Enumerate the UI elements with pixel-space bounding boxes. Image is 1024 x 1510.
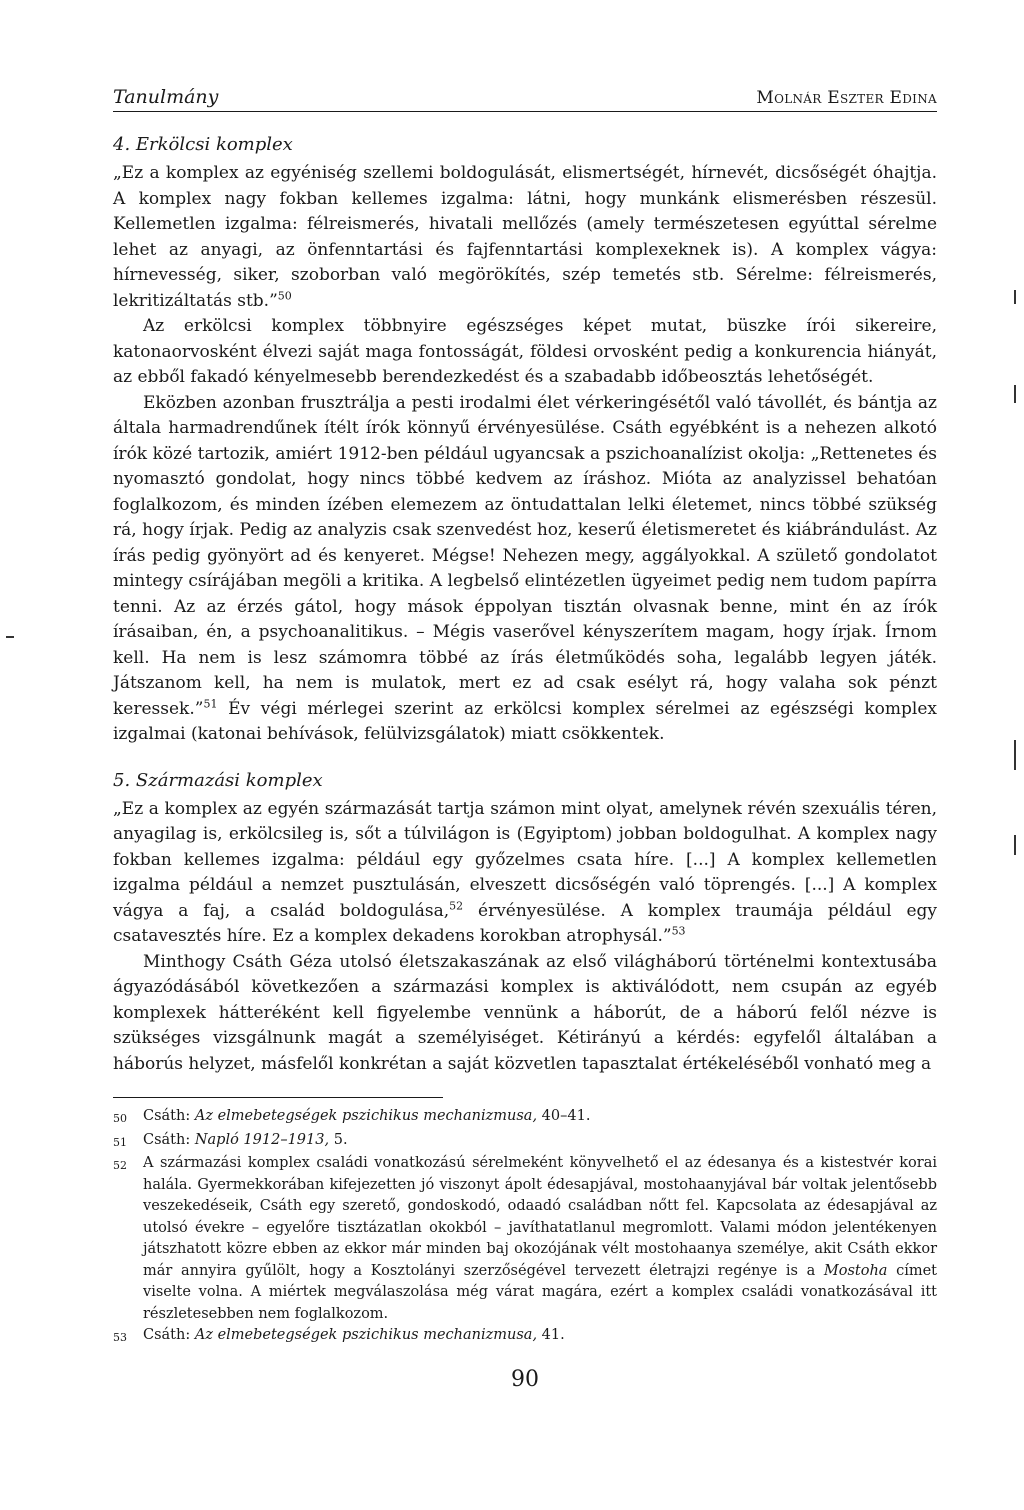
page [113, 86, 937, 1392]
footnote [113, 1106, 937, 1130]
journal-name: Tanulmány [113, 86, 219, 108]
page-number: 90 [511, 1366, 539, 1392]
scan-edge-mark [1014, 740, 1016, 770]
footnote-text: Csáth: Napló 1912–1913, 5. [143, 1131, 348, 1148]
paragraph [113, 161, 937, 314]
paragraph: Minthogy Csáth Géza utolsó életszakaszának az első világháború történelmi kontextusába ágyazódásából következően a származási komplex is aktiválódott, nem csupán az egyéb komplexek hátteréként kell figyelembe vennünk a háborút, de a háború felől nézve is szükséges vizsgálnunk magát a személyiséget. Kétirányú a kérdés: egyfelől általában a háborús helyzet, másfelől konkrétan a saját közvetlen tapasztalat értékeléséből vonható meg a [113, 951, 937, 1074]
footnote-ref[interactable]: 50 [277, 288, 292, 302]
footnote [113, 1130, 937, 1154]
scan-edge-mark [1014, 290, 1016, 304]
footnote-divider [113, 1097, 443, 1098]
footnotes [113, 1106, 937, 1349]
footnote-text: Csáth: Az elmebetegségek pszichikus mechanizmusa, 41. [143, 1327, 565, 1343]
footnote-ref[interactable]: 52 [449, 898, 464, 912]
paragraph-text: Év végi mérlegei szerint az erkölcsi komplex sérelmei az egészségi komplex izgalmai (katonai behívások, felülvizsgálatok) miatt csökkentek. [113, 698, 937, 744]
footnote-number: 53 [113, 1331, 127, 1344]
quote-text: „Ez a komplex az egyén származását tartja számon mint olyat, amelynek révén szexuális téren, anyagilag is, erkölcsileg is, sőt a túlvilágon is (Egyiptom) jobban boldogulhat. A komplex nagy fokban kellemes izgalma: például egy győzelmes csata híre. [...] A komplex kellemetlen izgalma például a nemzet pusztulásán, elveszett dicsőségén való töprengés. [...] A komplex vágya a faj, a család boldogulása, [113, 798, 937, 921]
paragraph [113, 797, 937, 950]
quote-text: „Ez a komplex az egyéniség szellemi boldogulását, elismertségét, hírnevét, dicsőségét óhajtja. A komplex nagy fokban kellemes izgalma: látni, hogy munkánk elismerésben részesül. Kellemetlen izgalma: félreismerés, hivatali mellőzés (amely természetesen egyúttal sérelme lehet az anyagi, az önfenntartási és fajfenntartási komplexeknek is). A komplex vágya: hírnevesség, siker, szoborban való megörökítés, szép temetés stb. Sérelme: félreismerés, lekritizáltatás stb.” [113, 163, 937, 311]
paragraph: Az erkölcsi komplex többnyire egészséges képet mutat, büszke írói sikereire, katonaorvosként élvezi saját maga fontosságát, földesi orvosként pedig a konkurencia hiányát, az ebből fakadó kényelmesebb berendezkedést és a szabadabb időbeosztás lehetőségét. [113, 316, 937, 387]
footnote-number: 51 [113, 1135, 127, 1149]
running-header [113, 86, 937, 112]
footnote [113, 1325, 937, 1349]
paragraph [113, 391, 937, 748]
scan-edge-mark [6, 636, 14, 638]
footnote-ref[interactable]: 53 [671, 924, 686, 938]
footnote-number: 52 [113, 1159, 127, 1172]
paragraph-text: Eközben azonban frusztrálja a pesti irodalmi élet vérkeringésétől való távollét, és bántja az általa harmadrendűnek ítélt írók könnyű érvényesülése. Csáth egyébként is a nehezen alkotó írók közé tartozik, amiért 1912-ben például ugyancsak a pszichoanalízist okolja: „Rettenetes és nyomasztó gondolat, hogy nincs többé kedvem az íráshoz. Mióta az analyzissel behatóan foglalkozom, és minden ízében elemezem az öntudattalan lelki életemet, nincs többé szükség rá, hogy írjak. Pedig az analyzis csak szenvedést hoz, keserű életismeretet és kiábrándulást. Az írás pedig gyönyört ad és kenyeret. Mégse! Nehezen megy, aggályokkal. A születő gondolatot mintegy csírájában megöli a kritika. A legbelső elintézetlen ügyeimet pedig nem tudom papírra tenni. Az az érzés gátol, hogy mások éppolyan tisztán olvasnak benne, mint én az írók írásaiban, én, a psychoanalitikus. – Mégis vaserővel kényszerítem magam, hogy írjak. Írnom kell. Ha nem is lesz számomra többé az írás életműködés soha, legalább legyen játék. Játszanom kell, ha nem is mulatok, mert ez ad csak esélyt rá, hogy valaha sok pénzt keressek.” [113, 392, 937, 719]
section-heading: 4. Erkölcsi komplex [113, 134, 293, 155]
footnote-number: 50 [113, 1112, 127, 1125]
scan-edge-mark [1014, 835, 1016, 855]
author-name: Molnár Eszter Edina [756, 88, 937, 108]
footnote [113, 1153, 937, 1325]
footnote-text: A származási komplex családi vonatkozású sérelmeként könyvelhető el az édesanya és a kistestvér korai halála. Gyermekkorában kifejezetten jó viszonyt ápolt édesapjával, mostohaanyjával bár voltak jelentősebb veszekedéseik, Csáth egy szerető, gondoskodó, odaadó családban nőtt fel. Kapcsolata az édesapjával az utolsó évekre – egyelőre tisztázatlan okokból – javíthatatlanul megromlott. Valami módon jelentékenyen játszhatott közre ebben az ekkor már minden baj okozójának vélt mostohaanya személye, akit Csáth ekkor már annyira gyűlölt, hogy a Kosztolányi szerzőségével tervezett életrajzi regénye is a Mostoha címet viselte volna. A miértek megválaszolása még várat magára, ezért a komplex családi vonatkozásával itt részletesebben nem foglalkozom. [143, 1155, 937, 1322]
footnote-text: Csáth: Az elmebetegségek pszichikus mechanizmusa, 40–41. [143, 1108, 591, 1124]
scan-edge-mark [1014, 385, 1016, 403]
section-heading: 5. Származási komplex [113, 769, 323, 791]
quote-text: érvényesülése. A komplex traumája például egy csatavesztés híre. Ez a komplex dekadens korokban atrophysál.” [113, 900, 937, 946]
footnote-ref[interactable]: 51 [203, 696, 218, 710]
